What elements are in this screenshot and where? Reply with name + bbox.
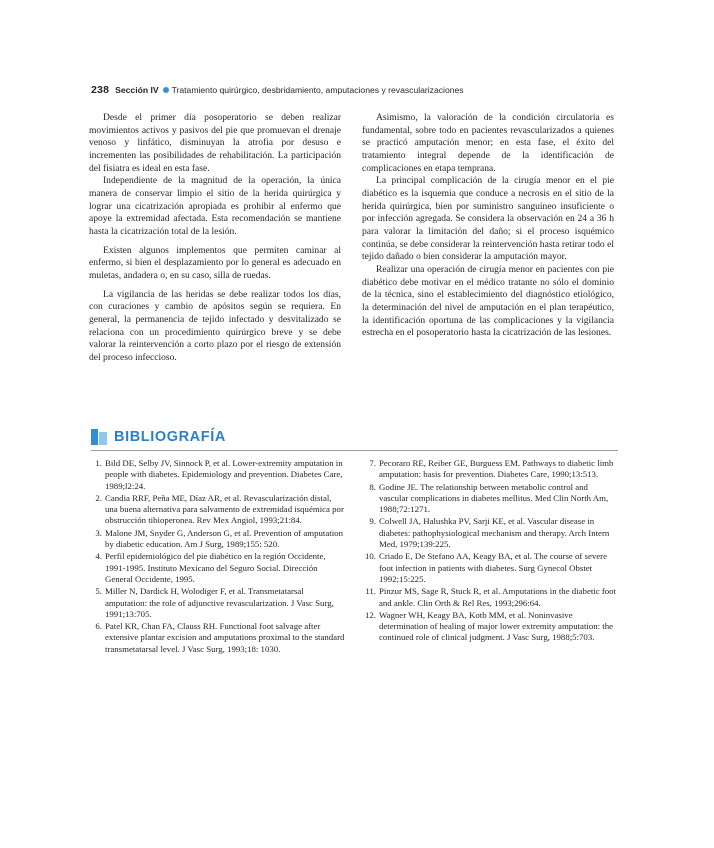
bibliography-title: BIBLIOGRAFÍA xyxy=(114,429,226,445)
paragraph: Desde el primer día posoperatorio se deben realizar movimientos activos y pasivos del pie que promuevan el drenaje venoso y linfático, disminuyan la atrofia por desuso e incrementen las posibilidades de rehabilitación. La participación del fisiatra es ideal en esta fase. xyxy=(89,112,341,174)
paragraph: La principal complicación de la cirugía menor en el pie diabético es la isquemia que conduce a necrosis en el sitio de la herida quirúrgica, bien por suministro sanguíneo insuficiente o por infección agregada. Se considera la observación en 24 a 36 h para valorar la limitación del daño; si el proceso isquémico continúa, se debe considerar la reintervención hasta retirar todo el tejido dañado o bien considerar la amputación mayor. xyxy=(362,175,614,263)
chapter-title: Tratamiento quirúrgico, desbridamiento, amputaciones y revascularizaciones xyxy=(171,85,464,95)
reference-item: 8. Godine JE. The relationship between metabolic control and vascular complications in diabetes mellitus. Med Clin North Am, 1988;72:1271. xyxy=(369,481,609,515)
reference-item: 10. Criado E, De Stefano AA, Keagy BA, et al. The course of severe foot infection in patients with diabetes. Surg Gynecol Obstet 1992;15:225. xyxy=(365,551,607,584)
paragraph: Existen algunos implementos que permiten caminar al enfermo, si bien el desplazamiento por lo general es adecuado en muletas, andadera o, en su caso, silla de ruedas. xyxy=(89,244,341,281)
paragraph: Asimismo, la valoración de la condición circulatoria es fundamental, sobre todo en pacientes revascularizados a quienes se practicó amputación menor; en esta fase, el éxito del tratamiento integral depende de la identificación de complicaciones en etapa temprana. xyxy=(362,112,614,174)
bibliography-heading xyxy=(91,424,618,451)
section-marker-icon xyxy=(91,429,108,445)
reference-item: 7. Pecoraro RE, Reiber GE, Burguess EM. Pathways to diabetic limb amputation: basis for prevention. Diabetes Care, 1990;13:513. xyxy=(369,458,614,480)
reference-item: 12. Wagner WH, Keagy BA, Kotb MM, et al. Noninvasive determination of healing of major lower extremity amputation: the continued role of clinical judgment. J Vasc Surg, 1988;5:703. xyxy=(365,609,614,643)
running-header xyxy=(91,82,631,98)
reference-item: 11. Pinzur MS, Sage R, Stuck R, et al. Amputations in the diabetic foot and ankle. Clin Orth & Rel Res, 1993;296:64. xyxy=(365,586,617,608)
reference-list-right xyxy=(363,458,619,645)
body-column-left xyxy=(89,112,341,364)
page-number: 238 xyxy=(91,84,110,96)
reference-item: 9. Colwell JA, Halushka PV, Sarji KE, et al. Vascular disease in diabetes: pathophysiological mechanism and therapy. Arch Intern Med, 1979;139:225. xyxy=(369,516,610,550)
reference-item: 3. Malone JM, Snyder G, Anderson G, et al. Prevention of amputation by diabetic education. Am J Surg, 1989;155: 520. xyxy=(95,527,343,550)
body-column-right xyxy=(362,112,614,340)
reference-item: 5. Miller N, Dardick H, Wolodiger F, et al. Transmetatarsal amputation: the role of adjunctive revascularization. J Vasc Surg, 1991;13:705. xyxy=(95,586,334,619)
paragraph: La vigilancia de las heridas se debe realizar todos los días, con curaciones y cambio de apósitos según se requiera. En general, la permanencia de tejido infectado y desvitalizado se relaciona con un procedimiento quirúrgico breve y se debe valorar la reintervención a corto plazo por el riesgo de extensión del proceso infeccioso. xyxy=(89,288,341,363)
reference-item: 1. Bild DE, Selby JV, Sinnock P, et al. Lower-extremity amputation in people with diabetes. Epidemiology and prevention. Diabetes Care, 1989;l2:24. xyxy=(95,458,343,491)
paragraph: Independiente de la magnitud de la operación, la única manera de conservar limpio el sitio de la herida quirúrgica y lograr una cicatrización apropiada es prohibir al enfermo que apoye la extremidad afectada. Esta recomendación se mantiene hasta la cicatrización total de la lesión. xyxy=(89,175,341,237)
bullet-dot-icon xyxy=(163,87,169,93)
section-label: Sección IV xyxy=(115,85,159,95)
reference-item: 2. Candia RRF, Peña ME, Díaz AR, et al. Revascularización distal, una buena alternativa para salvamento de extremidad isquémica por obstrucción tibioperonea. Rev Mex Angiol, 1993;21:84. xyxy=(95,492,344,526)
paragraph: Realizar una operación de cirugía menor en pacientes con pie diabético debe motivar en el médico tratante no sólo el dominio de la técnica, sino el establecimiento del diagnóstico etiológico, la determinación del nivel de amputación en el plan terapéutico, la identificación oportuna de las complicaciones y la vigilancia estrecha en el posoperatorio hasta la cicatrización de las lesiones. xyxy=(362,263,614,339)
reference-item: 4. Perfil epidemiológico del pie diabético en la región Occidente, 1991-1995. Instituto Mexicano del Seguro Social. Dirección General Occidente, 1995. xyxy=(95,551,326,584)
reference-list-left xyxy=(89,458,345,656)
reference-item: 6. Patel KR, Chan FA, Clauss RH. Functional foot salvage after extensive plantar excision and amputations proximal to the standard transmetatarsal level. J Vasc Surg, 1993;18: 1030. xyxy=(95,621,345,654)
